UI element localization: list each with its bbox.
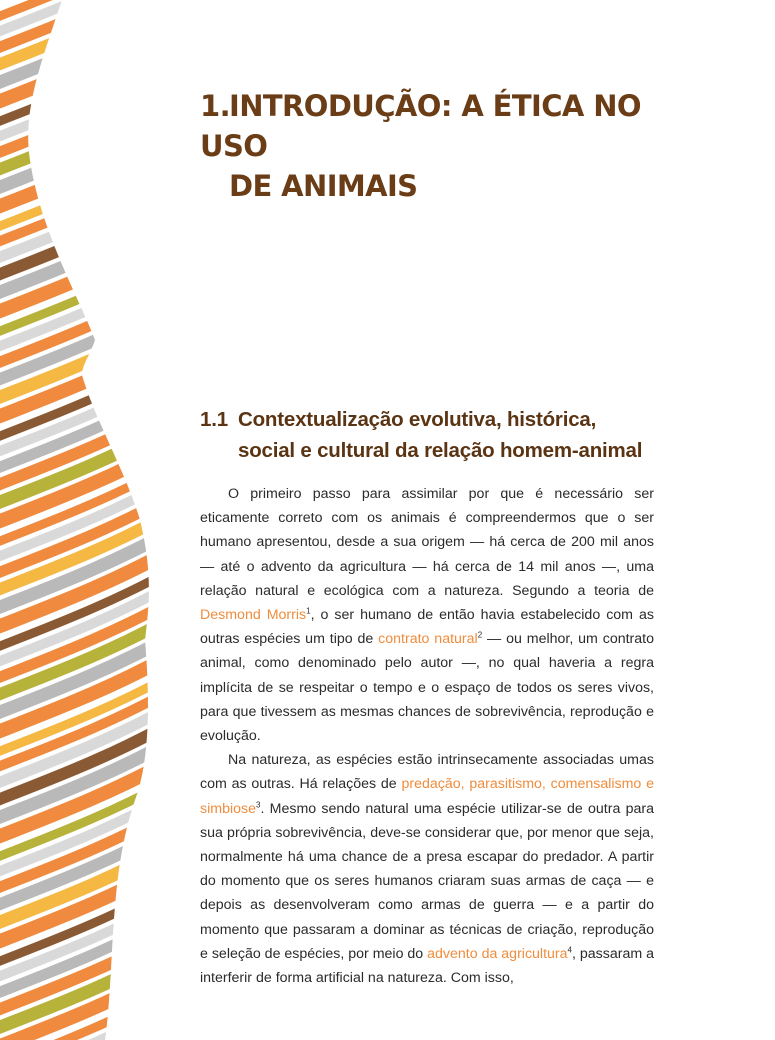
footnote-ref-1[interactable]: 1	[306, 606, 311, 616]
agriculture-link[interactable]: advento da agricultura	[427, 945, 568, 962]
desmond-morris-link[interactable]: Desmond Morris	[200, 607, 307, 624]
chapter-number: 1.	[200, 89, 230, 123]
paragraph-2-text: Na natureza, as espécies estão intrinsecamente associadas umas com as outras. Há relações de	[200, 752, 654, 793]
paragraph-1-text-2: , o ser humano de então havia estabelecido com as outras espécies um tipo de	[200, 607, 654, 648]
section-title-line2: social e cultural da relação homem-animal	[238, 439, 643, 462]
chapter-title	[200, 86, 700, 206]
footnote-ref-2[interactable]: 2	[477, 630, 483, 640]
section-title-line1: Contextualização evolutiva, histórica,	[238, 408, 597, 431]
section-title	[200, 404, 680, 466]
paragraph-1-text-3: — ou melhor, um contrato animal, como denominado pelo autor —, no qual haveria a regra implícita de se respeitar o tempo e o espaço de todos os seres vivos, para que tivessem as mesmas chances de sobrevivência, reprodução e evolução.	[200, 631, 654, 745]
paragraph-1-text: O primeiro passo para assimilar por que é necessário ser eticamente correto com os animais é compreendermos que o ser humano apresentou, desde a sua origem — há cerca de 200 mil anos — até o advento da agricultura — há cerca de 14 mil anos —, uma relação natural e ecológica com a natureza. Segundo a teoria de	[200, 486, 654, 599]
chapter-title-line1: INTRODUÇÃO: A ÉTICA NO USO	[200, 89, 641, 163]
contrato-natural-link[interactable]: contrato natural	[378, 631, 478, 648]
section-number: 1.1	[200, 408, 228, 431]
body-text	[200, 482, 654, 990]
paragraph-1	[200, 482, 654, 748]
footnote-ref-4[interactable]: 4	[567, 945, 572, 955]
ecological-relations-link[interactable]: predação, parasitismo, comensalismo e simbiose	[200, 776, 654, 817]
paragraph-2-text-2: . Mesmo sendo natural uma espécie utilizar-se de outra para sua própria sobrevivência, deve-se considerar que, por menor que seja, normalmente há uma chance de a presa escapar do predador. A partir do momento que os seres humanos criaram suas armas de caça — e depois as desenvolveram como armas de guerra — e a partir do momento que passaram a dominar as técnicas de criação, reprodução e seleção de espécies, por meio do	[200, 800, 654, 962]
footnote-ref-3[interactable]: 3	[255, 799, 261, 809]
decorative-stripe	[0, 106, 170, 191]
paragraph-2	[200, 748, 654, 990]
paragraph-2-text-3: , passaram a interferir de forma artificial na natureza. Com isso,	[200, 945, 655, 987]
decorative-stripes	[0, 0, 170, 1040]
decorative-stripe	[0, 1, 170, 86]
decorative-stripe	[0, 211, 170, 296]
chapter-title-line2: DE ANIMAIS	[229, 169, 418, 203]
